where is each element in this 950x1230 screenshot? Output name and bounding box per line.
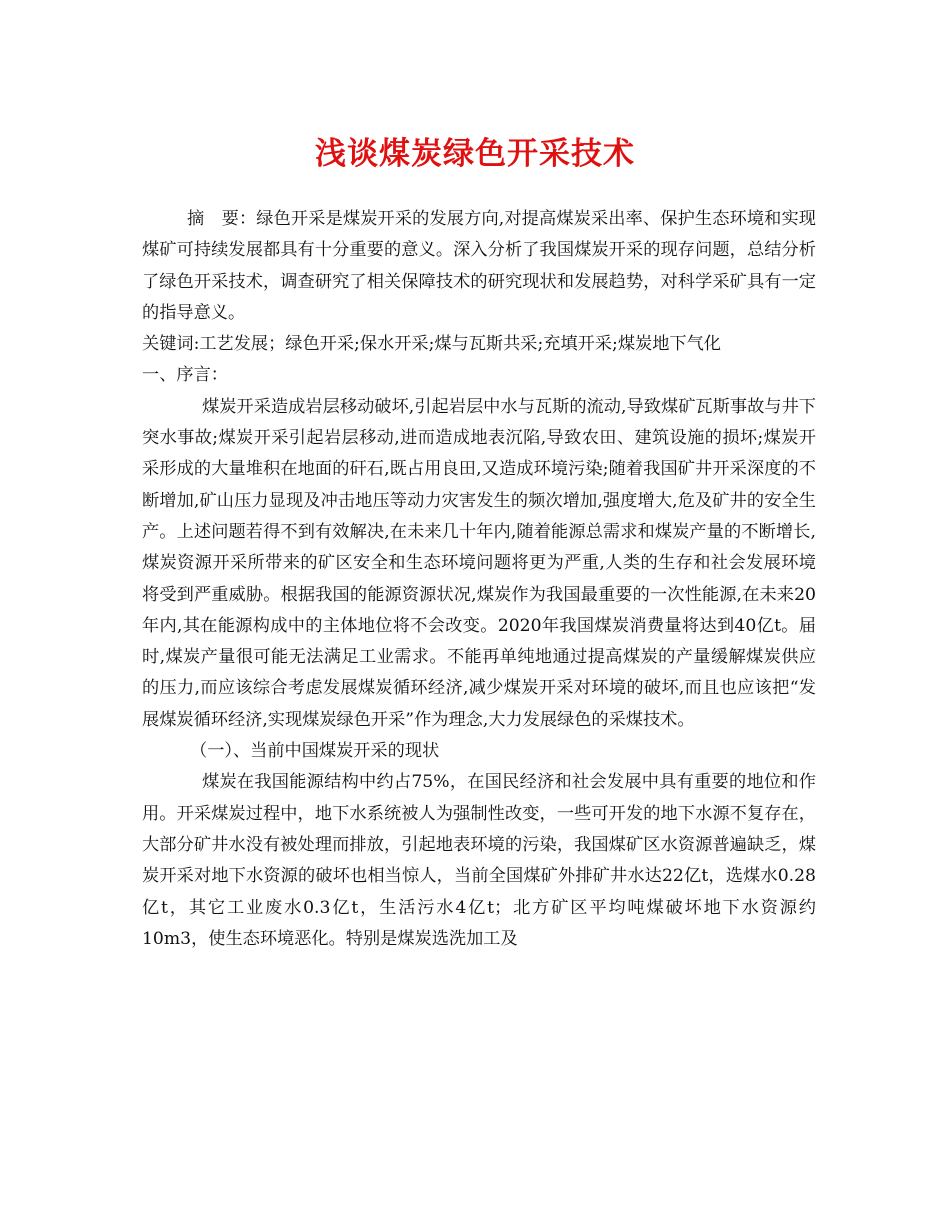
abstract-paragraph: 摘 要：绿色开采是煤炭开采的发展方向,对提高煤炭采出率、保护生态环境和实现煤矿可持续发展都具有十分重要的意义。深入分析了我国煤炭开采的现存问题，总结分析了绿色开采技术，调查研究了相关保障技术的研究现状和发展趋势，对科学采矿具有一定的指导意义。 [142,209,816,323]
document-title: 浅谈煤炭绿色开采技术 [315,136,635,172]
current-status-paragraph: 煤炭在我国能源结构中约占75%，在国民经济和社会发展中具有重要的地位和作用。开采煤炭过程中，地下水系统被人为强制性改变，一些可开发的地下水源不复存在，大部分矿井水没有被处理而排放，引起地表环境的污染，我国煤矿区水资源普遍缺乏，煤炭开采对地下水资源的破坏也相当惊人，当前全国煤矿外排矿井水达22亿t，选煤水0.28亿t，其它工业废水0.3亿t，生活污水4亿t；北方矿区平均吨煤破坏地下水资源约10m3，使生态环境恶化。特别是煤炭选洗加工及 [142,772,816,949]
subsection-heading-current-status: （一）、当前中国煤炭开采的现状 [190,741,440,762]
document-body [142,204,816,955]
section-heading-introduction: 一、序言： [142,365,228,386]
keywords-line: 关键词:工艺发展；绿色开采;保水开采;煤与瓦斯共采;充填开采;煤炭地下气化 [142,334,721,355]
introduction-paragraph: 煤炭开采造成岩层移动破坏,引起岩层中水与瓦斯的流动,导致煤矿瓦斯事故与井下突水事故;煤炭开采引起岩层移动,进而造成地表沉陷,导致农田、建筑设施的损坏;煤炭开采形成的大量堆积在地面的矸石,既占用良田,又造成环境污染;随着我国矿井开采深度的不断增加,矿山压力显现及冲击地压等动力灾害发生的频次增加,强度增大,危及矿井的安全生产。上述问题若得不到有效解决,在未来几十年内,随着能源总需求和煤炭产量的不断增长,煤炭资源开采所带来的矿区安全和生态环境问题将更为严重,人类的生存和社会发展环境将受到严重威胁。根据我国的能源资源状况,煤炭作为我国最重要的一次性能源,在未来20年内,其在能源构成中的主体地位将不会改变。2020年我国煤炭消费量将达到40亿t。届时,煤炭产量很可能无法满足工业需求。不能再单纯地通过提高煤炭的产量缓解煤炭供应的压力,而应该综合考虑发展煤炭循环经济,减少煤炭开采对环境的破坏,而且也应该把“发展煤炭循环经济,实现煤炭绿色开采”作为理念,大力发展绿色的采煤技术。 [142,396,816,730]
